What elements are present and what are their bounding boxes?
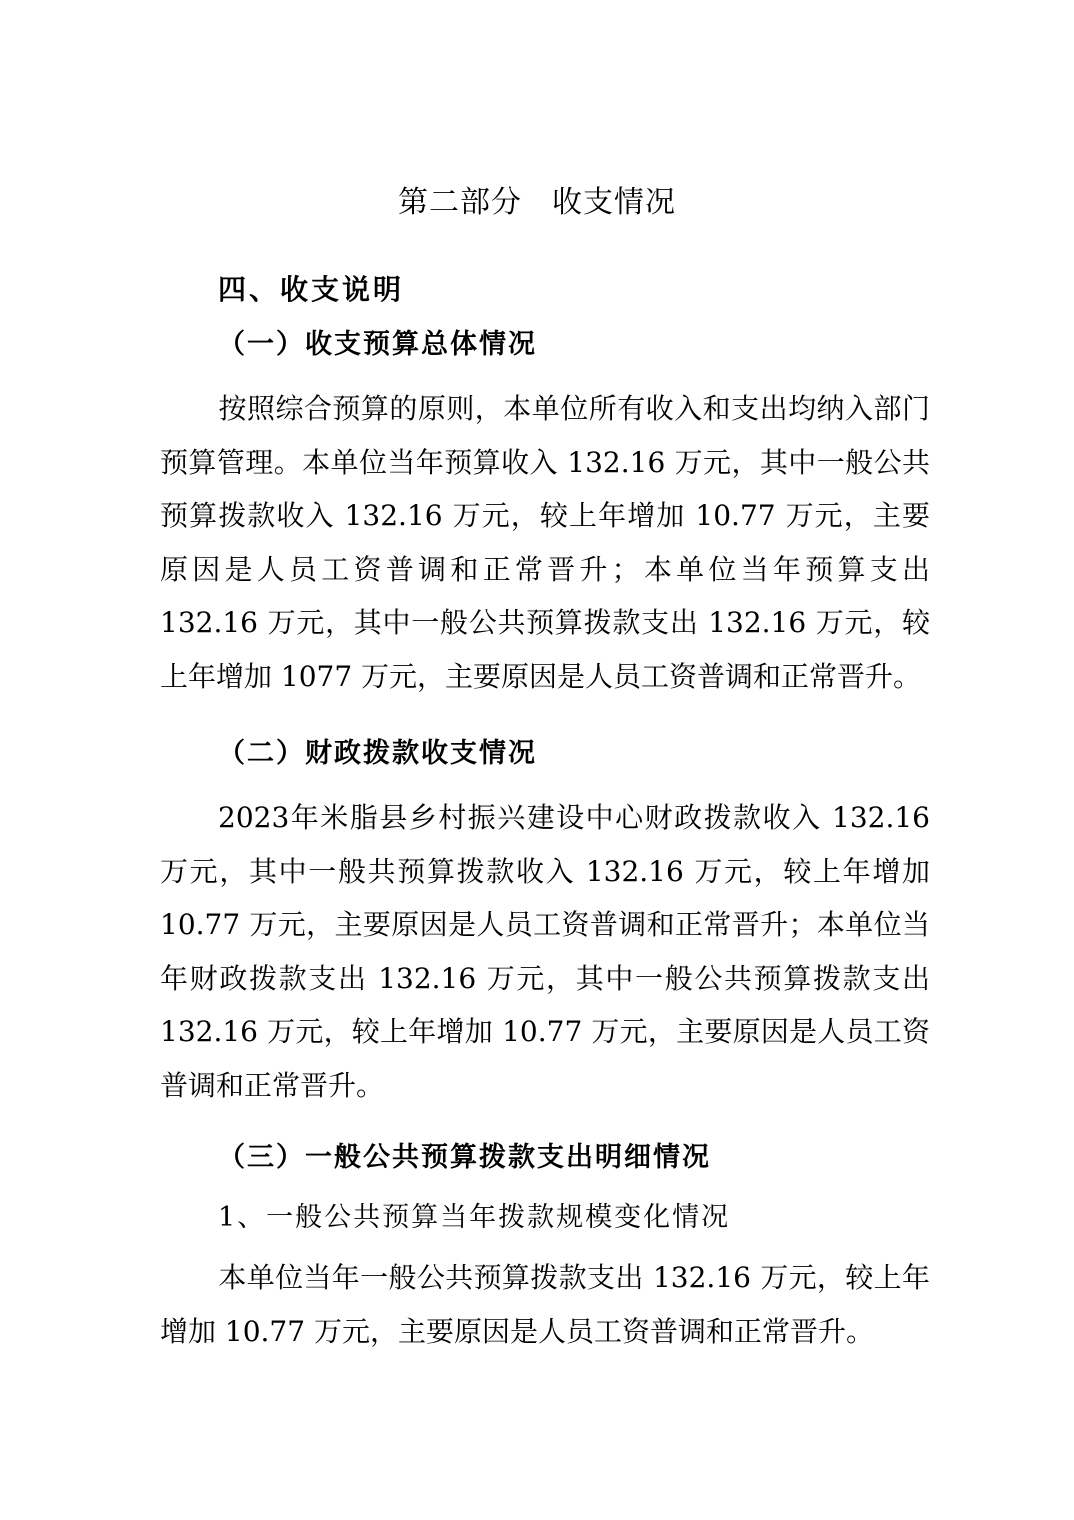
page-title	[0, 183, 1074, 223]
subsection-heading-1: （一）收支预算总体情况	[218, 329, 537, 360]
paragraph-3	[160, 1251, 930, 1358]
title-name: 收支情况	[552, 185, 676, 220]
subsection-heading-2: （二）财政拨款收支情况	[218, 738, 537, 769]
paragraph-2	[160, 791, 930, 1112]
list-item-1: 1、一般公共预算当年拨款规模变化情况	[218, 1202, 731, 1233]
paragraph-1	[160, 382, 930, 703]
title-part: 第二部分	[398, 185, 522, 220]
paragraph-3-text: 本单位当年一般公共预算拨款支出 132.16 万元，较上年增加 10.77 万元，主要原因是人员工资普调和正常晋升。	[160, 1261, 930, 1348]
paragraph-2-text: 2023年米脂县乡村振兴建设中心财政拨款收入 132.16 万元，其中一般共预算拨款收入 132.16 万元，较上年增加 10.77 万元，主要原因是人员工资普调和正常晋升；本单位当年财政拨款支出 132.16 万元，其中一般公共预算拨款支出 132.16 万元，较上年增加 10.77 万元，主要原因是人员工资普调和正常晋升。	[160, 801, 930, 1102]
section-heading: 四、收支说明	[218, 273, 405, 306]
subsection-heading-3: （三）一般公共预算拨款支出明细情况	[218, 1142, 711, 1173]
paragraph-1-text: 按照综合预算的原则，本单位所有收入和支出均纳入部门预算管理。本单位当年预算收入 132.16 万元，其中一般公共预算拨款收入 132.16 万元，较上年增加 10.77 万元，主要原因是人员工资普调和正常晋升；本单位当年预算支出 132.16 万元，其中一般公共预算拨款支出 132.16 万元，较上年增加 1077 万元，主要原因是人员工资普调和正常晋升。	[160, 392, 930, 693]
